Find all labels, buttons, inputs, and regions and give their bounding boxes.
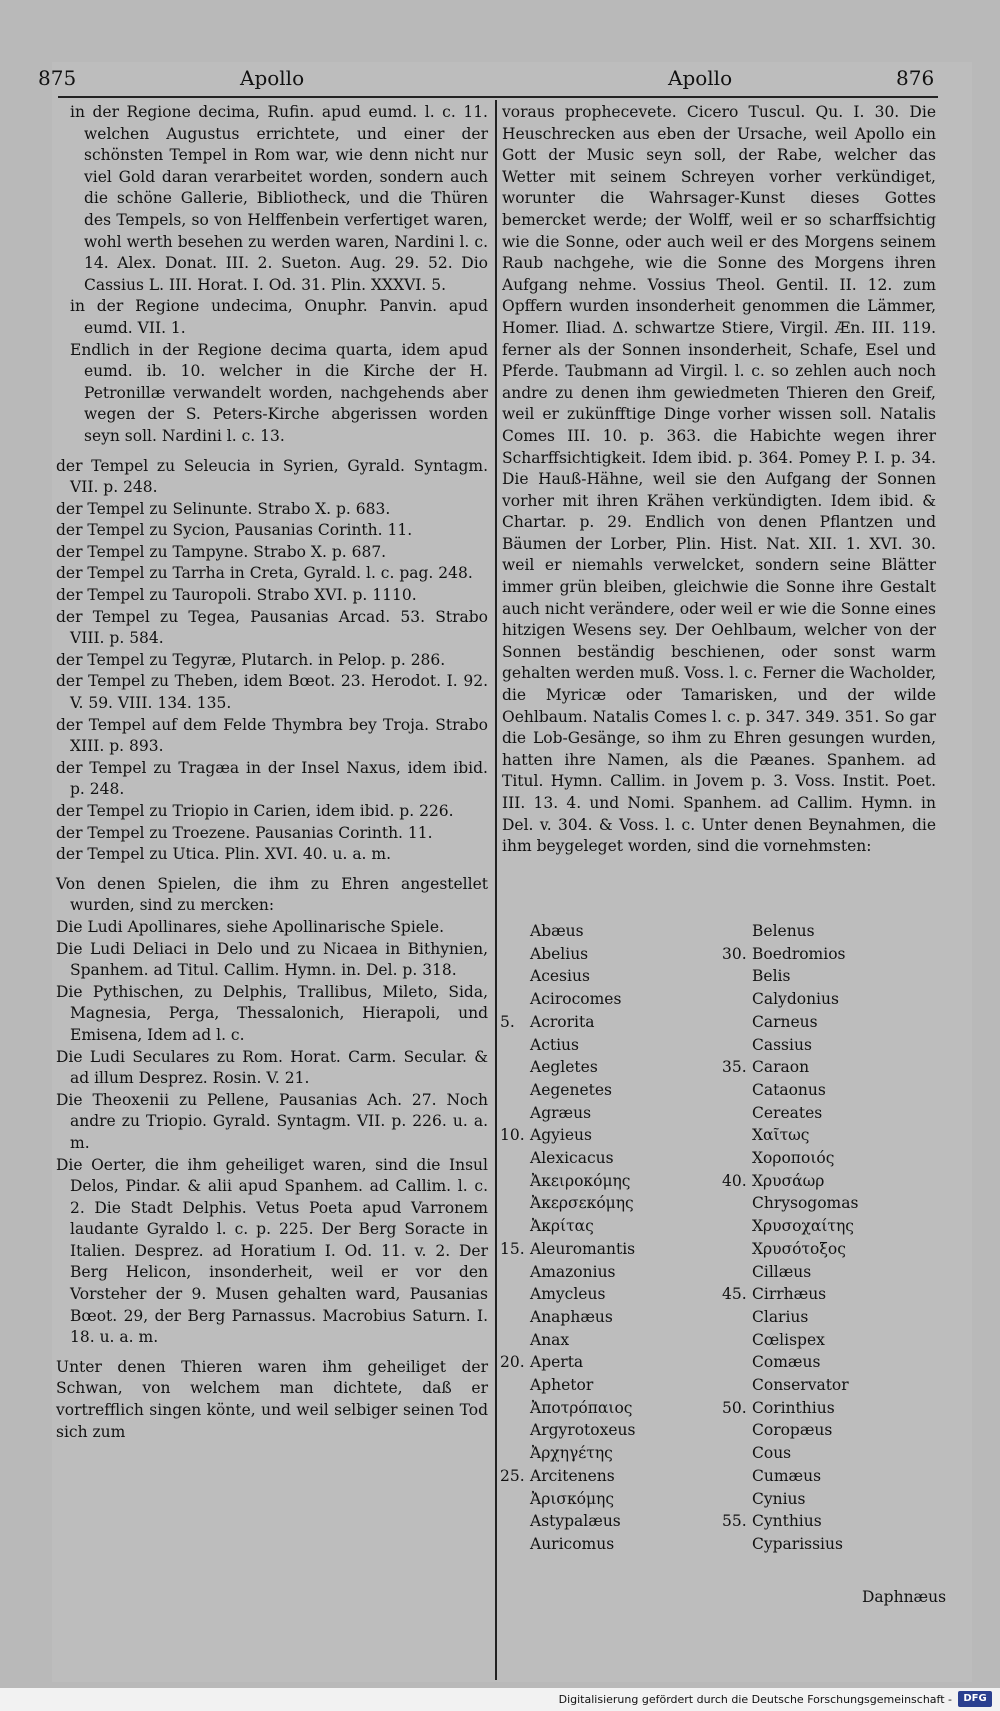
epithet-name: Clarius bbox=[752, 1307, 809, 1326]
epithet-name: Amycleus bbox=[530, 1285, 606, 1304]
epithet-name: Auricomus bbox=[530, 1534, 615, 1553]
epithet-name: Χαῖτως bbox=[752, 1126, 810, 1145]
epithet-item bbox=[500, 1238, 710, 1261]
running-header bbox=[38, 66, 938, 96]
epithet-name: Caraon bbox=[752, 1058, 810, 1077]
footer-bar bbox=[0, 1688, 1000, 1711]
epithet-item bbox=[500, 1533, 710, 1556]
epithet-name: Aegletes bbox=[530, 1058, 598, 1077]
epithet-item bbox=[722, 1283, 932, 1306]
epithet-name: Chrysogomas bbox=[752, 1194, 859, 1213]
epithet-name: Conservator bbox=[752, 1376, 849, 1395]
epithet-item bbox=[722, 1419, 932, 1442]
epithet-item bbox=[722, 1261, 932, 1284]
epithet-item bbox=[500, 1419, 710, 1442]
right-page-number: 876 bbox=[896, 66, 935, 90]
epithet-name: Acirocomes bbox=[530, 990, 622, 1009]
epithet-name: Ἀρισκόμης bbox=[530, 1489, 615, 1508]
epithet-item bbox=[500, 1170, 710, 1193]
epithet-name: Cirrhæus bbox=[752, 1285, 827, 1304]
temple-entry: der Tempel zu Seleucia in Syrien, Gyrald. Syntagm. VII. p. 248. bbox=[56, 456, 488, 497]
games-entry: Die Pythischen, zu Delphis, Trallibus, Mileto, Sida, Magnesia, Perga, Thessalonich, Hierapoli, und Emisena, Idem ad l. c. bbox=[56, 982, 488, 1044]
catchword: Daphnæus bbox=[862, 1588, 947, 1606]
left-column bbox=[56, 102, 488, 1443]
epithet-name: Arcitenens bbox=[530, 1466, 615, 1485]
epithet-item bbox=[500, 1329, 710, 1352]
epithet-name: Aleuromantis bbox=[530, 1239, 636, 1258]
epithet-name: Χρυσάωρ bbox=[752, 1171, 825, 1190]
epithet-number: 50. bbox=[722, 1398, 747, 1417]
epithet-name: Coropæus bbox=[752, 1421, 833, 1440]
epithet-number: 10. bbox=[500, 1126, 525, 1145]
epithet-name: Cataonus bbox=[752, 1080, 826, 1099]
epithet-name: Belenus bbox=[752, 922, 815, 940]
epithet-item bbox=[500, 1215, 710, 1238]
epithet-item bbox=[500, 1056, 710, 1079]
left-running-title: Apollo bbox=[240, 66, 305, 90]
epithet-name: Cynthius bbox=[752, 1512, 822, 1531]
epithet-item bbox=[500, 1397, 710, 1420]
epithet-item bbox=[722, 1147, 932, 1170]
games-entry: Die Ludi Deliaci in Delo und zu Nicaea in Bithynien, Spanhem. ad Titul. Callim. Hymn. in. Del. p. 318. bbox=[56, 939, 488, 980]
animals-entry: Unter denen Thieren waren ihm geheiliget der Schwan, von welchem man dichtete, daß er vortrefflich singen könte, und weil selbiger seinen Tod sich zum bbox=[56, 1357, 488, 1441]
epithet-name: Anax bbox=[530, 1330, 570, 1349]
epithet-item bbox=[500, 920, 710, 943]
epithet-item bbox=[722, 1034, 932, 1057]
temple-entry: der Tempel zu Tampyne. Strabo X. p. 687. bbox=[56, 542, 387, 561]
epithet-name: Astypalæus bbox=[530, 1512, 621, 1531]
epithet-name: Cumæus bbox=[752, 1466, 822, 1485]
epithet-item bbox=[722, 1124, 932, 1147]
epithet-item bbox=[722, 1079, 932, 1102]
epithet-item bbox=[722, 1442, 932, 1465]
temple-entry: der Tempel zu Selinunte. Strabo X. p. 683. bbox=[56, 499, 391, 518]
epithet-item bbox=[500, 988, 710, 1011]
epithet-name: Abæus bbox=[530, 922, 584, 940]
epithet-item bbox=[500, 1442, 710, 1465]
temple-entry: der Tempel zu Tegyræ, Plutarch. in Pelop. p. 286. bbox=[56, 650, 446, 669]
epithet-item bbox=[500, 1034, 710, 1057]
epithet-name: Cassius bbox=[752, 1035, 812, 1054]
epithet-name: Actius bbox=[530, 1035, 579, 1054]
epithet-number: 40. bbox=[722, 1171, 747, 1190]
epithet-item bbox=[500, 1351, 710, 1374]
temple-rome-entry: Endlich in der Regione decima quarta, idem apud eumd. ib. 10. welcher in die Kirche der H. Petronillæ verwandelt worden, nachgehends aber wegen der S. Peters-Kirche abgerissen worden seyn soll. Nardini l. c. 13. bbox=[70, 340, 488, 445]
epithet-name: Carneus bbox=[752, 1012, 818, 1031]
temple-entry: der Tempel zu Sycion, Pausanias Corinth. 11. bbox=[56, 521, 413, 540]
epithet-name: Abelius bbox=[530, 944, 589, 963]
epithet-name: Ἀκερσεκόμης bbox=[530, 1194, 634, 1213]
right-column bbox=[502, 102, 936, 858]
epithet-item bbox=[722, 1215, 932, 1238]
epithet-number: 30. bbox=[722, 944, 747, 963]
epithet-item bbox=[722, 920, 932, 943]
games-intro: Von denen Spielen, die ihm zu Ehren angestellet wurden, sind zu mercken: bbox=[56, 874, 488, 915]
temple-entry: der Tempel auf dem Felde Thymbra bey Troja. Strabo XIII. p. 893. bbox=[56, 715, 488, 756]
epithet-name: Χοροποιός bbox=[752, 1149, 835, 1168]
epithet-number: 45. bbox=[722, 1285, 747, 1304]
epithet-item bbox=[722, 1488, 932, 1511]
epithet-item bbox=[722, 1465, 932, 1488]
temple-entry: der Tempel zu Tragæa in der Insel Naxus, idem ibid. p. 248. bbox=[56, 758, 488, 799]
epithet-item bbox=[722, 943, 932, 966]
left-page-number: 875 bbox=[38, 66, 77, 90]
epithet-name: Calydonius bbox=[752, 990, 839, 1009]
epithet-item bbox=[722, 1056, 932, 1079]
epithet-number: 5. bbox=[500, 1012, 515, 1031]
epithet-name: Belis bbox=[752, 967, 791, 986]
temple-entry: der Tempel zu Theben, idem Bœot. 23. Herodot. I. 92. V. 59. VIII. 134. 135. bbox=[56, 672, 488, 713]
epithet-name: Acrorita bbox=[530, 1012, 595, 1031]
epithet-item bbox=[722, 1102, 932, 1125]
epithet-name: Cereates bbox=[752, 1103, 823, 1122]
epithet-item bbox=[500, 1306, 710, 1329]
epithet-number: 25. bbox=[500, 1466, 525, 1485]
epithet-item bbox=[500, 965, 710, 988]
epithet-item bbox=[500, 943, 710, 966]
epithet-name: Cous bbox=[752, 1444, 792, 1463]
epithet-item bbox=[500, 1124, 710, 1147]
epithet-item bbox=[500, 1011, 710, 1034]
epithet-item bbox=[722, 1374, 932, 1397]
epithet-name: Corinthius bbox=[752, 1398, 835, 1417]
temple-entry: der Tempel zu Tarrha in Creta, Gyrald. l. c. pag. 248. bbox=[56, 564, 473, 583]
epithet-name: Cillæus bbox=[752, 1262, 812, 1281]
temple-entry: der Tempel zu Utica. Plin. XVI. 40. u. a. m. bbox=[56, 845, 392, 864]
places-entry: Die Oerter, die ihm geheiliget waren, sind die Insul Delos, Pindar. & alii apud Spanhem. ad Callim. l. c. 2. Die Stadt Delphis. Vetus Poeta apud Varronem laudante Gyraldo l. c. p. 225. Der Berg Soracte in Italien. Desprez. ad Horatium I. Od. 11. v. 2. Der Berg Helicon, insonderheit, weil er vor den Vorsteher der 9. Musen gehalten ward, Pausanias Bœot. 29, der Berg Parnassus. Macrobius Saturn. I. 18. u. a. m. bbox=[56, 1155, 488, 1347]
epithet-name: Χρυσότοξος bbox=[752, 1239, 846, 1258]
games-entry: Die Theoxenii zu Pellene, Pausanias Ach. 27. Noch andre zu Triopio. Gyrald. Syntagm. VII. p. 226. u. a. m. bbox=[56, 1090, 488, 1152]
epithet-item bbox=[500, 1192, 710, 1215]
epithet-number: 35. bbox=[722, 1058, 747, 1077]
epithet-item bbox=[722, 1306, 932, 1329]
temple-entry: der Tempel zu Tauropoli. Strabo XVI. p. 1110. bbox=[56, 586, 417, 605]
games-entry: Die Ludi Seculares zu Rom. Horat. Carm. Secular. & ad illum Desprez. Rosin. V. 21. bbox=[56, 1047, 488, 1088]
epithet-item bbox=[500, 1283, 710, 1306]
epithet-item bbox=[500, 1510, 710, 1533]
right-paragraph: voraus prophecevete. Cicero Tuscul. Qu. I. 30. Die Heuschrecken aus eben der Ursache, weil Apollo ein Gott der Music seyn soll, der Rabe, welcher das Wetter mit seinem Schreyen vorher verkündiget, worunter die Wahrsager-Kunst dieses Gottes bemercket werde; der Wolff, weil er so scharffsichtig wie die Sonne, oder auch weil er des Morgens seinem Raub nachgehe, wie die Sonne des Morgens ihren Aufgang nehme. Vossius Theol. Gentil. II. 12. zum Opffern wurden insonderheit genommen die Lämmer, Homer. Iliad. Δ. schwartze Stiere, Virgil. Æn. III. 119. ferner als der Sonnen insonderheit, Schafe, Esel und Pferde. Taubmann ad Virgil. l. c. so zehlen auch noch andre zu denen ihm gewiedmeten Thieren den Greif, weil er zukünfftige Dinge vorher wissen soll. Natalis Comes III. 10. p. 363. die Habichte wegen ihrer Scharffsichtigkeit. Idem ibid. p. 364. Pomey P. I. p. 34. Die Hauß-Hähne, weil sie den Aufgang der Sonnen vorher mit ihren Krähen verkündigten. Idem ibid. & Chartar. p. 29. Endlich von denen Pflantzen und Bäumen der Lorber, Plin. Hist. Nat. XII. 1. XVI. 30. weil er niemahls verwelcket, sondern seine Blätter immer grün bleiben, gleichwie die Sonne ihre Gestalt auch nicht verändere, oder weil er wie die Sonne eines hitzigen Wesens sey. Der Oehlbaum, welcher von der Sonnen beständig beschienen, oder sonst warm gehalten werden muß. Voss. l. c. Ferner die Wacholder, die Myricæ oder Tamarisken, und der wilde Oehlbaum. Natalis Comes l. c. p. 347. 349. 351. So gar die Lob-Gesänge, so ihm zu Ehren gesungen wurden, hatten ihre Namen, als die Pæanes. Spanhem. ad Titul. Hymn. Callim. in Jovem p. 3. Voss. Instit. Poet. III. 13. 4. und Nomi. Spanhem. ad Callim. Hymn. in Del. v. 304. & Voss. l. c. Unter denen Beynahmen, die ihm beygeleget worden, sind die vornehmsten: bbox=[502, 103, 937, 856]
header-rule bbox=[58, 96, 938, 98]
epithet-item bbox=[500, 1147, 710, 1170]
column-divider bbox=[495, 100, 497, 1680]
epithet-item bbox=[722, 1351, 932, 1374]
epithet-name: Ἀρχηγέτης bbox=[530, 1444, 613, 1463]
epithet-item bbox=[722, 1397, 932, 1420]
epithet-number: 20. bbox=[500, 1353, 525, 1372]
epithet-item bbox=[500, 1374, 710, 1397]
temple-entry: der Tempel zu Troezene. Pausanias Corinth. 11. bbox=[56, 823, 433, 842]
epithet-item bbox=[722, 1329, 932, 1352]
epithet-name: Aperta bbox=[530, 1353, 584, 1372]
footer-credit: Digitalisierung gefördert durch die Deutsche Forschungsgemeinschaft - bbox=[558, 1693, 952, 1706]
temple-rome-entry: in der Regione decima, Rufin. apud eumd. l. c. 11. welchen Augustus errichtete, und einer der schönsten Tempel in Rom war, wie denn nicht nur viel Gold daran verarbeitet worden, sondern auch die schöne Gallerie, Bibliotheck, und die Thüren des Tempels, so von Helffenbein verfertiget waren, wohl werth besehen zu werden waren, Nardini l. c. 14. Alex. Donat. III. 2. Sueton. Aug. 29. 52. Dio Cassius L. III. Horat. I. Od. 31. Plin. XXXVI. 5. bbox=[70, 103, 488, 294]
epithet-item bbox=[722, 1238, 932, 1261]
epithet-item bbox=[722, 1192, 932, 1215]
epithet-name: Ἀκρίτας bbox=[530, 1217, 594, 1236]
epithet-name: Amazonius bbox=[530, 1262, 616, 1281]
epithet-name: Agyieus bbox=[530, 1126, 592, 1145]
epithet-name: Χρυσοχαίτης bbox=[752, 1217, 854, 1236]
epithet-name: Alexicacus bbox=[530, 1149, 614, 1168]
right-running-title: Apollo bbox=[668, 66, 733, 90]
temple-rome-entry: in der Regione undecima, Onuphr. Panvin. apud eumd. VII. 1. bbox=[70, 297, 488, 337]
epithet-list bbox=[500, 920, 940, 1610]
epithet-number: 55. bbox=[722, 1512, 747, 1531]
epithet-name: Anaphæus bbox=[530, 1307, 613, 1326]
temple-entry: der Tempel zu Tegea, Pausanias Arcad. 53. Strabo VIII. p. 584. bbox=[56, 607, 488, 648]
epithet-name: Aegenetes bbox=[530, 1080, 612, 1099]
epithet-name: Agræus bbox=[530, 1103, 592, 1122]
epithet-item bbox=[722, 965, 932, 988]
epithet-item bbox=[722, 988, 932, 1011]
epithet-name: Aphetor bbox=[530, 1376, 594, 1395]
epithet-item bbox=[722, 1170, 932, 1193]
epithet-name: Comæus bbox=[752, 1353, 821, 1372]
epithet-item bbox=[500, 1079, 710, 1102]
epithet-name: Cœlispex bbox=[752, 1330, 825, 1349]
epithet-item bbox=[722, 1510, 932, 1533]
epithet-item bbox=[500, 1261, 710, 1284]
epithet-name: Cynius bbox=[752, 1489, 806, 1508]
dfg-logo: DFG bbox=[958, 1691, 992, 1707]
epithet-name: Ἀκειροκόμης bbox=[530, 1171, 631, 1190]
epithet-item bbox=[722, 1533, 932, 1556]
epithet-list-right bbox=[722, 920, 932, 1556]
epithet-name: Cyparissius bbox=[752, 1534, 843, 1553]
epithet-item bbox=[500, 1488, 710, 1511]
epithet-number: 15. bbox=[500, 1239, 525, 1258]
games-entry: Die Ludi Apollinares, siehe Apollinarische Spiele. bbox=[56, 917, 445, 936]
temple-entry: der Tempel zu Triopio in Carien, idem ibid. p. 226. bbox=[56, 802, 454, 820]
epithet-name: Ἀποτρόπαιος bbox=[530, 1398, 633, 1417]
epithet-name: Acesius bbox=[530, 967, 590, 986]
epithet-name: Boedromios bbox=[752, 944, 846, 963]
epithet-item bbox=[500, 1102, 710, 1125]
epithet-name: Argyrotoxeus bbox=[530, 1421, 636, 1440]
epithet-item bbox=[722, 1011, 932, 1034]
epithet-item bbox=[500, 1465, 710, 1488]
epithet-list-left bbox=[500, 920, 710, 1556]
